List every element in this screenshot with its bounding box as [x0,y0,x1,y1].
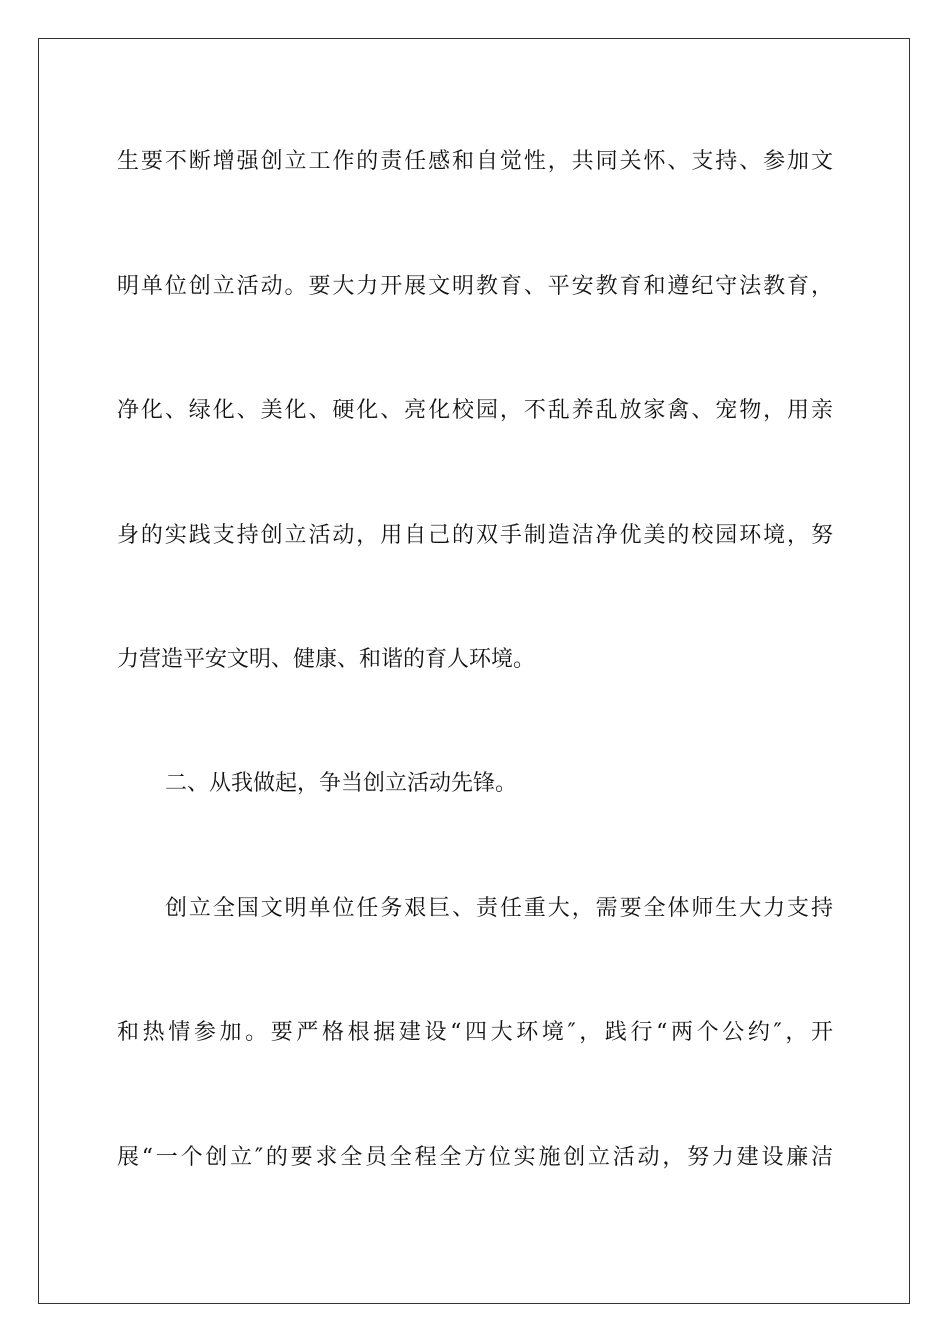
paragraph-line-4: 身的实践支持创立活动，用自己的双手制造洁净优美的校园环境，努 [117,523,833,548]
paragraph-line-9: 展“一个创立″的要求全员全程全方位实施创立活动，努力建设廉洁 [117,1145,833,1170]
paragraph-line-7: 创立全国文明单位任务艰巨、责任重大，需要全体师生大力支持 [165,896,833,921]
paragraph-line-3: 净化、绿化、美化、硬化、亮化校园，不乱养乱放家禽、宠物，用亲 [117,398,833,423]
paragraph-line-2: 明单位创立活动。要大力开展文明教育、平安教育和遵纪守法教育， [117,274,833,299]
section-heading: 二、从我做起，争当创立活动先锋。 [165,771,518,796]
paragraph-line-1: 生要不断增强创立工作的责任感和自觉性，共同关怀、支持、参加文 [117,149,833,174]
paragraph-line-5: 力营造平安文明、健康、和谐的育人环境。 [117,647,536,672]
paragraph-line-8: 和热情参加。要严格根据建设“四大环境″，践行“两个公约″，开 [117,1020,833,1045]
page-frame [38,38,910,1304]
